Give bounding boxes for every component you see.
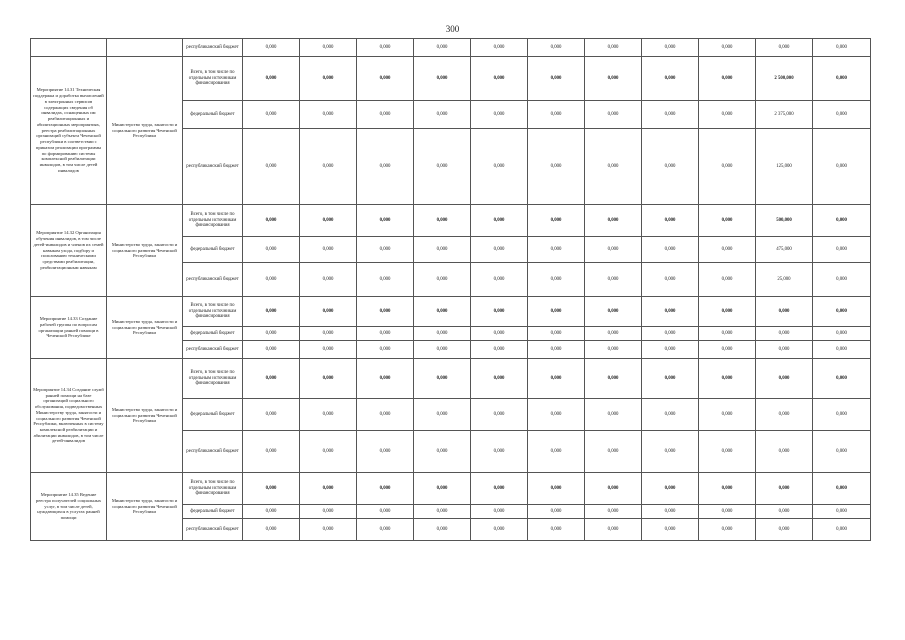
funding-source-cell: Всего, в том числе по отдельным источникам финансирования (183, 205, 243, 237)
value-cell: 0,000 (642, 519, 699, 541)
table-row (31, 359, 871, 399)
value-cell: 0,000 (699, 359, 756, 399)
value-cell: 0,000 (528, 519, 585, 541)
value-cell: 0,000 (528, 431, 585, 473)
value-cell: 0,000 (813, 505, 871, 519)
funding-source-cell: республиканский бюджет (183, 519, 243, 541)
funding-source-cell: федеральный бюджет (183, 237, 243, 263)
funding-source-cell: республиканский бюджет (183, 341, 243, 359)
value-cell: 0,000 (699, 237, 756, 263)
table-row (31, 205, 871, 237)
value-cell: 0,000 (357, 205, 414, 237)
value-cell: 0,000 (642, 297, 699, 327)
value-cell: 0,000 (471, 237, 528, 263)
value-cell: 0,000 (528, 505, 585, 519)
value-cell: 0,000 (813, 341, 871, 359)
value-cell: 0,000 (813, 57, 871, 101)
value-cell: 0,000 (414, 473, 471, 505)
page-number: 300 (445, 24, 460, 34)
value-cell: 0,000 (756, 473, 813, 505)
funding-source-cell: федеральный бюджет (183, 399, 243, 431)
value-cell: 0,000 (414, 519, 471, 541)
value-cell: 25,000 (756, 263, 813, 297)
value-cell: 0,000 (357, 431, 414, 473)
value-cell: 0,000 (642, 57, 699, 101)
funding-source-cell: Всего, в том числе по отдельным источникам финансирования (183, 359, 243, 399)
value-cell: 0,000 (300, 101, 357, 129)
value-cell: 0,000 (642, 39, 699, 57)
table-row (31, 57, 871, 101)
event-name-cell: Мероприятие 14.32 Организация обучения инвалидов, в том числе детей-инвалидов и членов их семей навыкам ухода, подбору и пользованию техническими средствами реабилитации, реабилитационным навыкам (31, 205, 107, 297)
value-cell: 0,000 (699, 129, 756, 205)
value-cell: 0,000 (528, 39, 585, 57)
value-cell: 0,000 (243, 327, 300, 341)
value-cell: 0,000 (300, 39, 357, 57)
value-cell: 0,000 (642, 263, 699, 297)
value-cell: 0,000 (585, 263, 642, 297)
funding-source-cell: Всего, в том числе по отдельным источникам финансирования (183, 57, 243, 101)
value-cell: 0,000 (300, 399, 357, 431)
value-cell: 0,000 (471, 473, 528, 505)
value-cell: 0,000 (471, 205, 528, 237)
value-cell: 0,000 (585, 297, 642, 327)
value-cell: 0,000 (699, 101, 756, 129)
event-name-cell (31, 39, 107, 57)
value-cell: 0,000 (243, 39, 300, 57)
value-cell: 0,000 (300, 431, 357, 473)
value-cell: 0,000 (243, 505, 300, 519)
value-cell: 0,000 (528, 263, 585, 297)
value-cell: 0,000 (243, 519, 300, 541)
value-cell: 0,000 (528, 57, 585, 101)
value-cell: 0,000 (357, 101, 414, 129)
value-cell: 0,000 (528, 101, 585, 129)
value-cell: 0,000 (528, 205, 585, 237)
value-cell: 0,000 (357, 39, 414, 57)
value-cell: 0,000 (471, 101, 528, 129)
value-cell: 0,000 (357, 263, 414, 297)
value-cell: 0,000 (414, 399, 471, 431)
value-cell: 0,000 (414, 359, 471, 399)
value-cell: 0,000 (471, 57, 528, 101)
value-cell: 0,000 (813, 237, 871, 263)
value-cell: 0,000 (585, 129, 642, 205)
value-cell: 0,000 (357, 129, 414, 205)
event-name-cell: Мероприятие 14.31 Техническая поддержка и доработка вычислений в электронных сервисов содержащих сведения об инвалидах, оснащенных им реабилитационных и абилитационных мероприятиях, реестра реабилитационных организаций субъекта Чеченской республики в соответствии с приказом реализации программы по формированию системы комплексной реабилитации инвалидов, в том числе детей инвалидов (31, 57, 107, 205)
value-cell: 0,000 (414, 263, 471, 297)
value-cell: 0,000 (471, 359, 528, 399)
value-cell: 0,000 (243, 57, 300, 101)
value-cell: 0,000 (471, 341, 528, 359)
value-cell: 0,000 (243, 473, 300, 505)
value-cell: 0,000 (642, 101, 699, 129)
value-cell: 0,000 (300, 57, 357, 101)
value-cell: 0,000 (357, 473, 414, 505)
value-cell: 0,000 (813, 327, 871, 341)
value-cell: 0,000 (300, 297, 357, 327)
value-cell: 0,000 (357, 297, 414, 327)
value-cell: 0,000 (357, 341, 414, 359)
funding-source-cell: федеральный бюджет (183, 327, 243, 341)
value-cell: 0,000 (243, 431, 300, 473)
funding-source-cell: республиканский бюджет (183, 129, 243, 205)
value-cell: 0,000 (300, 359, 357, 399)
value-cell: 0,000 (699, 263, 756, 297)
value-cell: 0,000 (471, 39, 528, 57)
value-cell: 0,000 (813, 205, 871, 237)
value-cell: 0,000 (528, 237, 585, 263)
value-cell: 0,000 (528, 327, 585, 341)
value-cell: 0,000 (813, 473, 871, 505)
value-cell: 500,000 (756, 205, 813, 237)
value-cell: 125,000 (756, 129, 813, 205)
value-cell: 0,000 (414, 205, 471, 237)
value-cell: 0,000 (813, 399, 871, 431)
table-row (31, 39, 871, 57)
value-cell: 0,000 (642, 237, 699, 263)
value-cell: 0,000 (243, 399, 300, 431)
value-cell: 0,000 (357, 57, 414, 101)
value-cell: 0,000 (699, 205, 756, 237)
funding-source-cell: Всего, в том числе по отдельным источникам финансирования (183, 473, 243, 505)
value-cell: 0,000 (357, 237, 414, 263)
value-cell: 0,000 (756, 519, 813, 541)
value-cell: 0,000 (756, 297, 813, 327)
value-cell: 0,000 (813, 129, 871, 205)
value-cell: 0,000 (585, 237, 642, 263)
value-cell: 0,000 (756, 431, 813, 473)
value-cell: 0,000 (414, 341, 471, 359)
value-cell: 0,000 (813, 431, 871, 473)
value-cell: 0,000 (642, 399, 699, 431)
event-name-cell: Мероприятие 14.33 Создание рабочей группы по вопросам организации ранней помощи в Чеченской Республике (31, 297, 107, 359)
value-cell: 0,000 (756, 341, 813, 359)
table-row (31, 297, 871, 327)
event-name-cell: Мероприятие 14.35 Ведение реестра получателей социальных услуг, в том числе детей, нуждающихся в услугах ранней помощи (31, 473, 107, 541)
value-cell: 0,000 (471, 399, 528, 431)
value-cell: 0,000 (414, 101, 471, 129)
value-cell: 0,000 (756, 327, 813, 341)
value-cell: 0,000 (357, 519, 414, 541)
value-cell: 0,000 (414, 57, 471, 101)
value-cell: 0,000 (699, 297, 756, 327)
value-cell: 0,000 (585, 399, 642, 431)
value-cell: 0,000 (300, 327, 357, 341)
value-cell: 0,000 (585, 359, 642, 399)
budget-table (30, 38, 871, 541)
value-cell: 0,000 (243, 129, 300, 205)
value-cell: 0,000 (642, 505, 699, 519)
value-cell: 0,000 (414, 505, 471, 519)
value-cell: 0,000 (414, 297, 471, 327)
value-cell: 0,000 (642, 341, 699, 359)
executor-cell: Министерство труда, занятости и социального развития Чеченской Республики (107, 205, 183, 297)
value-cell: 0,000 (756, 359, 813, 399)
value-cell: 0,000 (699, 327, 756, 341)
value-cell: 0,000 (414, 431, 471, 473)
event-name-cell: Мероприятие 14.34 Создание служб ранней помощи на базе организаций социального обслуживания, подведомственных Министерству труда, занятости и социального развития Чеченской Республики, включенных в систему комплексной реабилитации и абилитации инвалидов, в том числе детей-инвалидов (31, 359, 107, 473)
funding-source-cell: республиканский бюджет (183, 263, 243, 297)
value-cell: 0,000 (699, 39, 756, 57)
value-cell: 0,000 (813, 297, 871, 327)
funding-source-cell: республиканский бюджет (183, 431, 243, 473)
value-cell: 0,000 (300, 237, 357, 263)
value-cell: 0,000 (414, 327, 471, 341)
value-cell: 0,000 (756, 399, 813, 431)
value-cell: 0,000 (471, 327, 528, 341)
value-cell: 0,000 (471, 519, 528, 541)
executor-cell: Министерство труда, занятости и социального развития Чеченской Республики (107, 297, 183, 359)
value-cell: 2 375,000 (756, 101, 813, 129)
value-cell: 0,000 (300, 205, 357, 237)
value-cell: 0,000 (813, 519, 871, 541)
value-cell: 0,000 (642, 129, 699, 205)
value-cell: 0,000 (528, 297, 585, 327)
value-cell: 0,000 (585, 519, 642, 541)
value-cell: 0,000 (414, 129, 471, 205)
value-cell: 0,000 (300, 341, 357, 359)
value-cell: 0,000 (585, 57, 642, 101)
value-cell: 0,000 (699, 431, 756, 473)
value-cell: 0,000 (585, 101, 642, 129)
executor-cell: Министерство труда, занятости и социального развития Чеченской Республики (107, 57, 183, 205)
value-cell: 0,000 (813, 263, 871, 297)
value-cell: 0,000 (585, 205, 642, 237)
value-cell: 0,000 (642, 327, 699, 341)
value-cell: 0,000 (471, 263, 528, 297)
value-cell: 0,000 (699, 505, 756, 519)
value-cell: 0,000 (471, 129, 528, 205)
value-cell: 0,000 (243, 297, 300, 327)
value-cell: 0,000 (300, 473, 357, 505)
value-cell: 475,000 (756, 237, 813, 263)
value-cell: 0,000 (471, 505, 528, 519)
value-cell: 0,000 (528, 359, 585, 399)
value-cell: 0,000 (300, 129, 357, 205)
value-cell: 0,000 (699, 519, 756, 541)
value-cell: 0,000 (414, 237, 471, 263)
executor-cell: Министерство труда, занятости и социального развития Чеченской Республики (107, 359, 183, 473)
value-cell: 0,000 (585, 473, 642, 505)
value-cell: 0,000 (585, 327, 642, 341)
value-cell: 0,000 (585, 505, 642, 519)
value-cell: 0,000 (585, 431, 642, 473)
value-cell: 0,000 (642, 359, 699, 399)
funding-source-cell: республиканский бюджет (183, 39, 243, 57)
value-cell: 0,000 (528, 341, 585, 359)
value-cell: 0,000 (243, 341, 300, 359)
value-cell: 0,000 (243, 205, 300, 237)
value-cell: 0,000 (357, 505, 414, 519)
value-cell: 0,000 (414, 39, 471, 57)
value-cell: 0,000 (528, 399, 585, 431)
value-cell: 0,000 (357, 359, 414, 399)
value-cell: 0,000 (357, 327, 414, 341)
value-cell: 0,000 (699, 473, 756, 505)
value-cell: 0,000 (642, 431, 699, 473)
funding-source-cell: федеральный бюджет (183, 101, 243, 129)
value-cell: 0,000 (528, 129, 585, 205)
value-cell: 0,000 (756, 505, 813, 519)
value-cell: 0,000 (642, 473, 699, 505)
value-cell: 0,000 (243, 263, 300, 297)
funding-source-cell: федеральный бюджет (183, 505, 243, 519)
executor-cell (107, 39, 183, 57)
value-cell: 0,000 (642, 205, 699, 237)
executor-cell: Министерство труда, занятости и социального развития Чеченской Республики (107, 473, 183, 541)
value-cell: 0,000 (699, 399, 756, 431)
value-cell: 0,000 (300, 519, 357, 541)
value-cell: 0,000 (300, 263, 357, 297)
value-cell: 0,000 (243, 237, 300, 263)
value-cell: 0,000 (813, 101, 871, 129)
value-cell: 0,000 (528, 473, 585, 505)
value-cell: 0,000 (699, 341, 756, 359)
value-cell: 2 500,000 (756, 57, 813, 101)
value-cell: 0,000 (243, 101, 300, 129)
value-cell: 0,000 (756, 39, 813, 57)
table-body (31, 39, 871, 541)
table-row (31, 473, 871, 505)
value-cell: 0,000 (471, 297, 528, 327)
funding-source-cell: Всего, в том числе по отдельным источникам финансирования (183, 297, 243, 327)
value-cell: 0,000 (357, 399, 414, 431)
value-cell: 0,000 (585, 39, 642, 57)
value-cell: 0,000 (813, 359, 871, 399)
value-cell: 0,000 (699, 57, 756, 101)
value-cell: 0,000 (813, 39, 871, 57)
value-cell: 0,000 (243, 359, 300, 399)
value-cell: 0,000 (471, 431, 528, 473)
value-cell: 0,000 (300, 505, 357, 519)
value-cell: 0,000 (585, 341, 642, 359)
